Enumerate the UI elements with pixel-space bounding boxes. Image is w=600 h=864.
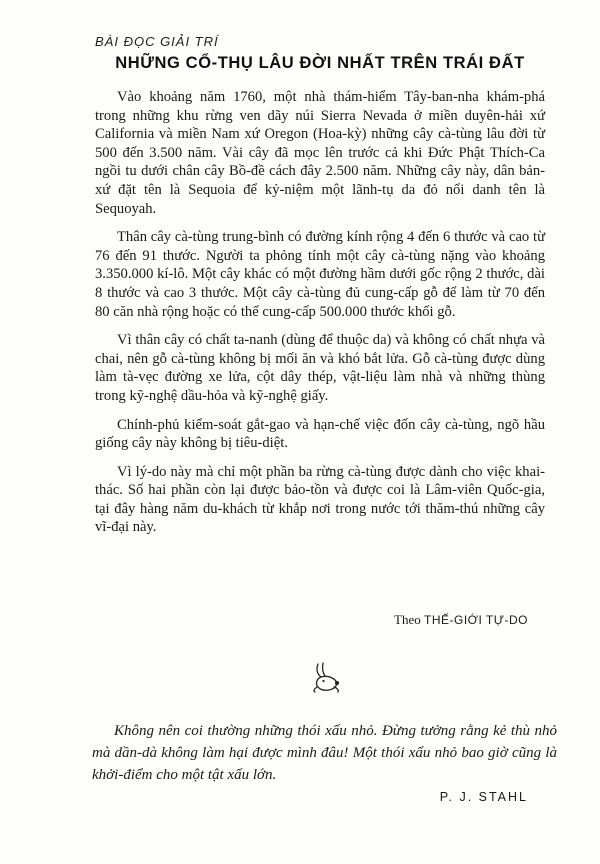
paragraph-2: Thân cây cà-tùng trung-bình có đường kính rộng 4 đến 6 thước và cao từ 76 đến 91 thước. Người ta phỏng tính một cây cà-tùng nặng vào khoảng 3.350.000 kí-lô. Một cây khác có một đường hầm dưới gốc rộng 2 thước, dài 8 thước và cao 3 thước. Một cây cà-tùng đủ cung-cấp gỗ để làm từ 70 đến 80 căn nhà rộng hoặc có thể cung-cấp 500.000 thước khối gỗ. — [95, 229, 545, 320]
paragraph-4: Chính-phủ kiểm-soát gắt-gao và hạn-chế việc đốn cây cà-tùng, ngõ hầu giống cây này không bị tiêu-diệt. — [95, 416, 545, 452]
source-prefix: Theo — [394, 612, 421, 627]
paragraph-1: Vào khoảng năm 1760, một nhà thám-hiểm Tây-ban-nha khám-phá trong những khu rừng ven dãy núi Sierra Nevada ở miền duyên-hải xứ California và miền Nam xứ Oregon (Hoa-kỳ) những cây cà-tùng lâu đời từ 500 đến 3.500 năm. Vài cây đã mọc lên trước cả khi Đức Phật Thích-Ca ngồi tu dưới chân cây Bồ-đề cách đây 2.500 năm. Những cây này, dân bản-xứ đặt tên là Sequoia để kỷ-niệm một lãnh-tụ da đỏ nổi danh tên là Sequoyah. — [95, 89, 545, 217]
closing-quote — [92, 720, 557, 786]
quote-author: P. J. STAHL — [439, 790, 528, 804]
paragraph-5: Vì lý-do này mà chỉ một phần ba rừng cà-tùng được dành cho việc khai-thác. Số hai phần còn lại được bảo-tồn và được coi là Lâm-viên Quốc-gia, tại đây hàng năm du-khách từ khắp nơi trong nước tới thăm-thú những cây vĩ-đại này. — [95, 463, 545, 536]
article-source — [394, 612, 528, 628]
quote-text: Không nên coi thường những thói xấu nhỏ. Đừng tưởng rằng kẻ thù nhỏ mà dần-dà không làm hại được mình đâu! Một thói xấu nhỏ bao giờ cũng là khởi-điểm cho một tật xấu lớn. — [92, 723, 557, 783]
source-publication: THẾ-GIỚI TỰ-DO — [424, 613, 528, 627]
section-label: BÀI ĐỌC GIẢI TRÍ — [95, 34, 219, 49]
paragraph-3: Vì thân cây có chất ta-nanh (dùng để thuộc da) và không có chất nhựa và chai, nên gỗ cà-tùng không bị mối ăn và khó bắt lửa. Gỗ cà-tùng được dùng làm tà-vẹc đường xe lửa, cột dây thép, vật-liệu làm nhà và những thùng trong kỹ-nghệ dầu-hỏa và kỹ-nghệ giấy. — [95, 332, 545, 404]
rabbit-ornament-icon — [308, 660, 344, 696]
article-body — [95, 88, 545, 547]
article-title: NHỮNG CỔ-THỤ LÂU ĐỜI NHẤT TRÊN TRÁI ĐẤT — [115, 54, 525, 72]
